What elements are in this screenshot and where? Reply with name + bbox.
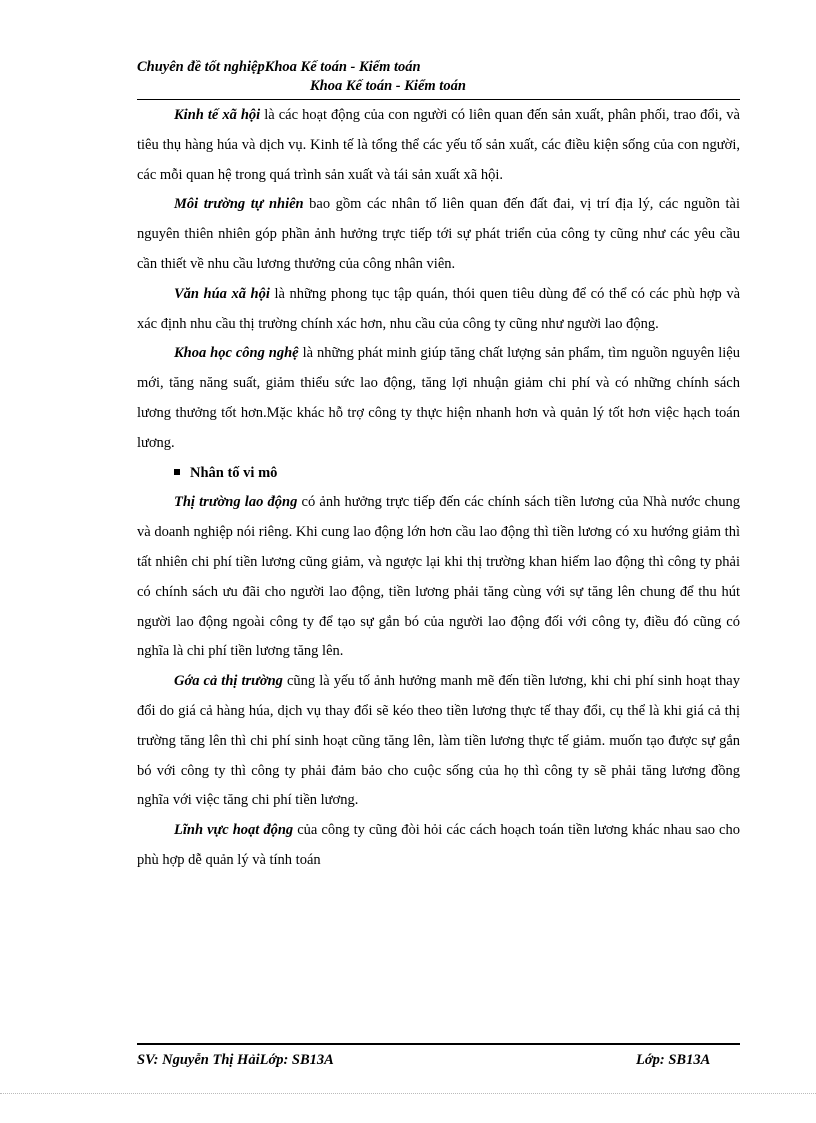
paragraph-thi-truong-lao-dong	[137, 488, 740, 667]
bullet-heading-text: Nhân tố vi mô	[190, 464, 278, 481]
paragraph-linh-vuc	[137, 816, 740, 876]
paragraph-kinh-te	[137, 101, 740, 190]
footer-divider	[137, 1043, 740, 1045]
term-khoa-hoc: Khoa học công nghệ	[174, 345, 299, 362]
paragraph-khoa-hoc	[137, 339, 740, 458]
paragraph-moi-truong	[137, 190, 740, 279]
paragraph-text: của công ty cũng đòi hỏi các cách hoạch toán tiền lương khác nhau sao cho phù hợp dễ quản lý và tính toán	[137, 822, 740, 868]
paragraph-text: cũng là yếu tố ảnh hưởng manh mẽ đến tiền lương, khi chi phí sinh hoạt thay đổi do giá cả hàng húa, dịch vụ thay đổi sẽ kéo theo tiền lương thực tế thay đổi, cụ thể là khi giá cả thị trường tăng lên thì chi phí sinh hoạt cũng tăng lên, làm tiền lương thực tế giảm. muốn tạo được sự gắn bó với công ty thì công ty phải đảm bảo cho cuộc sống của họ thì công ty sẽ phải tăng lương đồng nghĩa với việc tăng chi phí tiền lương.	[137, 673, 740, 809]
header-subtitle: Khoa Kế toán - Kiểm toán	[310, 78, 466, 94]
term-linh-vuc: Lĩnh vực hoạt động	[174, 822, 294, 839]
bullet-heading	[137, 459, 740, 489]
term-van-hoa: Văn húa xã hội	[174, 285, 270, 302]
term-thi-truong-lao-dong: Thị trường lao động	[174, 494, 298, 511]
document-body	[137, 101, 740, 876]
footer-student: SV: Nguyễn Thị HảiLớp: SB13A	[137, 1052, 334, 1068]
paragraph-gia-ca	[137, 667, 740, 816]
paragraph-text: có ảnh hưởng trực tiếp đến các chính sách tiền lương của Nhà nước chung và doanh nghiệp nói riêng. Khi cung lao động lớn hơn cầu lao động thì tiền lương có xu hướng giảm thì tất nhiên chi phí tiền lương cũng giảm, và ngược lại khi thị trường khan hiếm lao động thì công ty phải có chính sách ưu đãi cho người lao động, tiền lương phải tăng cùng với sự tăng lên chung để thu hút người lao động ngoài công ty để tạo sự gắn bó của người lao động đối với công ty, điều đó cũng có nghĩa là chi phí tiền lương tăng lên.	[137, 494, 741, 660]
paragraph-text: bao gồm các nhân tố liên quan đến đất đai, vị trí địa lý, các nguồn tài nguyên thiên nhiên góp phần ảnh hưởng trực tiếp tới sự phát triển của công ty cũng như các yêu cầu cần thiết về nhu cầu lương thưởng của công nhân viên.	[137, 196, 740, 272]
footer-class: Lớp: SB13A	[636, 1052, 711, 1068]
square-bullet-icon	[174, 469, 180, 475]
term-gia-ca: Gớa cả thị trường	[174, 673, 283, 690]
term-kinh-te: Kinh tế xã hội	[174, 107, 261, 123]
paragraph-van-hoa	[137, 280, 740, 340]
header-divider	[137, 99, 740, 100]
page-edge	[0, 1093, 816, 1094]
paragraph-text: là các hoạt động của con người có liên quan đến sản xuất, phân phối, trao đổi, và tiêu thụ hàng húa và dịch vụ. Kinh tế là tổng thể các yếu tố sản xuất, các điều kiện sống của con người, các mỗi quan hệ trong quá trình sản xuất và tái sản xuất xã hội.	[137, 107, 740, 183]
paragraph-text: là những phát minh giúp tăng chất lượng sản phẩm, tìm nguồn nguyên liệu mới, tăng năng suất, giảm thiểu sức lao động, tăng lợi nhuận giảm chi phí và có những chính sách lương thưởng tốt hơn.Mặc khác hỗ trợ công ty thực hiện nhanh hơn và quản lý tốt hơn việc hạch toán lương.	[137, 345, 740, 451]
paragraph-text: là những phong tục tập quán, thói quen tiêu dùng để có thể có các phù hợp và xác định nhu cầu thị trường chính xác hơn, nhu cầu của công ty cũng như người lao động.	[137, 285, 740, 332]
header-title: Chuyên đề tốt nghiệpKhoa Kế toán - Kiểm toán	[137, 59, 421, 75]
term-moi-truong: Môi trường tự nhiên	[174, 196, 304, 213]
